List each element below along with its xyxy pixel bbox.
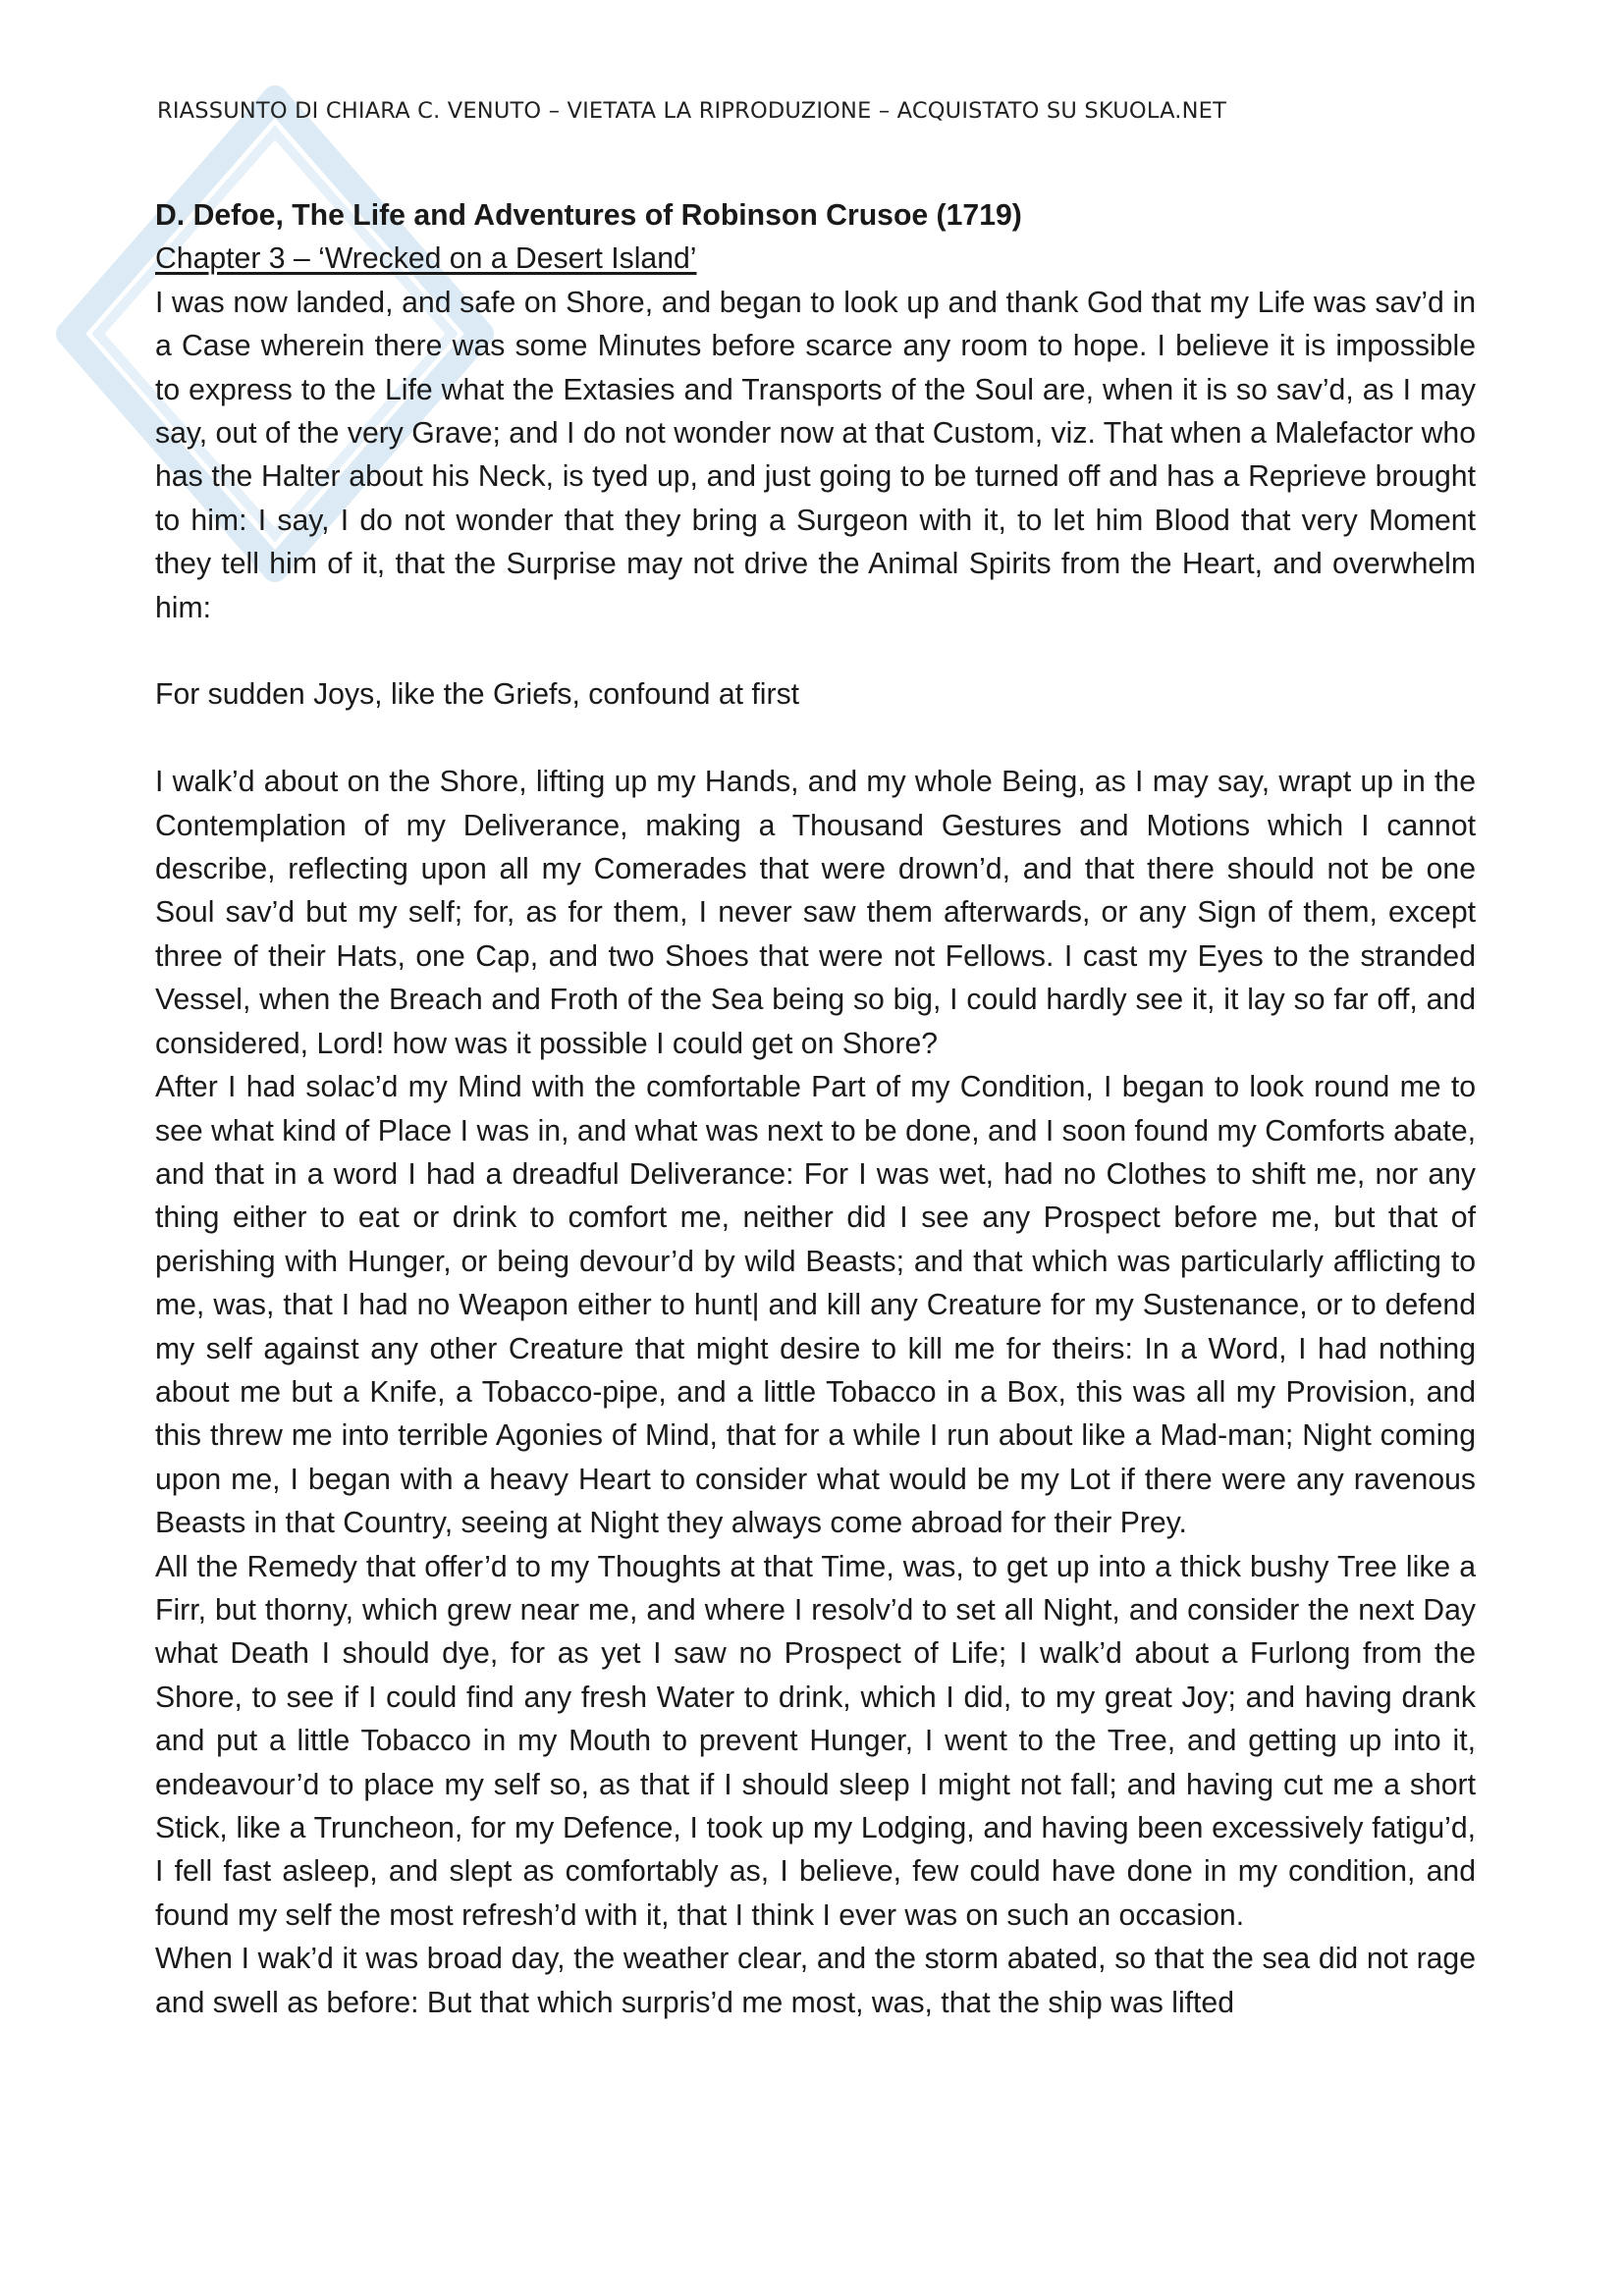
paragraph: I walk’d about on the Shore, lifting up my Hands, and my whole Being, as I may say, wrapt up in the Contemplation of my Deliverance, making a Thousand Gestures and Motions which I cannot describe, reflecting upon all my Comerades that were drown’d, and that there should not be one Soul sav’d but my self; for, as for them, I never saw them afterwards, or any Sign of them, except three of their Hats, one Cap, and two Shoes that were not Fellows. I cast my Eyes to the stranded Vessel, when the Breach and Froth of the Sea being so big, I could hardly see it, it lay so far off, and considered, Lord! how was it possible I could get on Shore? [155, 766, 1476, 1060]
spacer [155, 718, 1476, 761]
verse-line: For sudden Joys, like the Griefs, confound at first [155, 678, 800, 712]
document-body [155, 194, 1476, 2025]
paragraph: I was now landed, and safe on Shore, and began to look up and thank God that my Life was sav’d in a Case wherein there was some Minutes before scarce any room to hope. I believe it is impossible to express to the Life what the Extasies and Transports of the Soul are, when it is so sav’d, as I may say, out of the very Grave; and I do not wonder now at that Custom, viz. That when a Malefactor who has the Halter about his Neck, is tyed up, and just going to be turned off and has a Reprieve brought to him: I say, I do not wonder that they bring a Surgeon with it, to let him Blood that very Moment they tell him of it, that the Surprise may not drive the Animal Spirits from the Heart, and overwhelm him: [155, 286, 1476, 624]
page-header: RIASSUNTO DI CHIARA C. VENUTO – VIETATA LA RIPRODUZIONE – ACQUISTATO SU SKUOLA.NET [157, 98, 1227, 124]
document-title: D. Defoe, The Life and Adventures of Robinson Crusoe (1719) [155, 199, 1022, 232]
chapter-title: Chapter 3 – ‘Wrecked on a Desert Island’ [155, 242, 697, 276]
spacer [155, 630, 1476, 673]
paragraph: All the Remedy that offer’d to my Thoughts at that Time, was, to get up into a thick bushy Tree like a Firr, but thorny, which grew near me, and where I resolv’d to set all Night, and consider the next Day what Death I should dye, for as yet I saw no Prospect of Life; I walk’d about a Furlong from the Shore, to see if I could find any fresh Water to drink, which I did, to my great Joy; and having drank and put a little Tobacco in my Mouth to prevent Hunger, I went to the Tree, and getting up into it, endeavour’d to place my self so, as that if I should sleep I might not fall; and having cut me a short Stick, like a Truncheon, for my Defence, I took up my Lodging, and having been excessively fatigu’d, I fell fast asleep, and slept as comfortably as, I believe, few could have done in my condition, and found my self the most refresh’d with it, that I think I ever was on such an occasion. [155, 1550, 1476, 1932]
paragraph: When I wak’d it was broad day, the weather clear, and the storm abated, so that the sea did not rage and swell as before: But that which surpris’d me most, was, that the ship was lifted [155, 1943, 1476, 2019]
paragraph: After I had solac’d my Mind with the comfortable Part of my Condition, I began to look round me to see what kind of Place I was in, and what was next to be done, and I soon found my Comforts abate, and that in a word I had a dreadful Deliverance: For I was wet, had no Clothes to shift me, nor any thing either to eat or drink to comfort me, neither did I see any Prospect before me, but that of perishing with Hunger, or being devour’d by wild Beasts; and that which was particularly afflicting to me, was, that I had no Weapon either to hunt| and kill any Creature for my Sustenance, or to defend my self against any other Creature that might desire to kill me for theirs: In a Word, I had nothing about me but a Knife, a Tobacco-pipe, and a little Tobacco in a Box, this was all my Provision, and this threw me into terrible Agonies of Mind, that for a while I run about like a Mad-man; Night coming upon me, I began with a heavy Heart to consider what would be my Lot if there were any ravenous Beasts in that Country, seeing at Night they always come abroad for their Prey. [155, 1071, 1476, 1540]
